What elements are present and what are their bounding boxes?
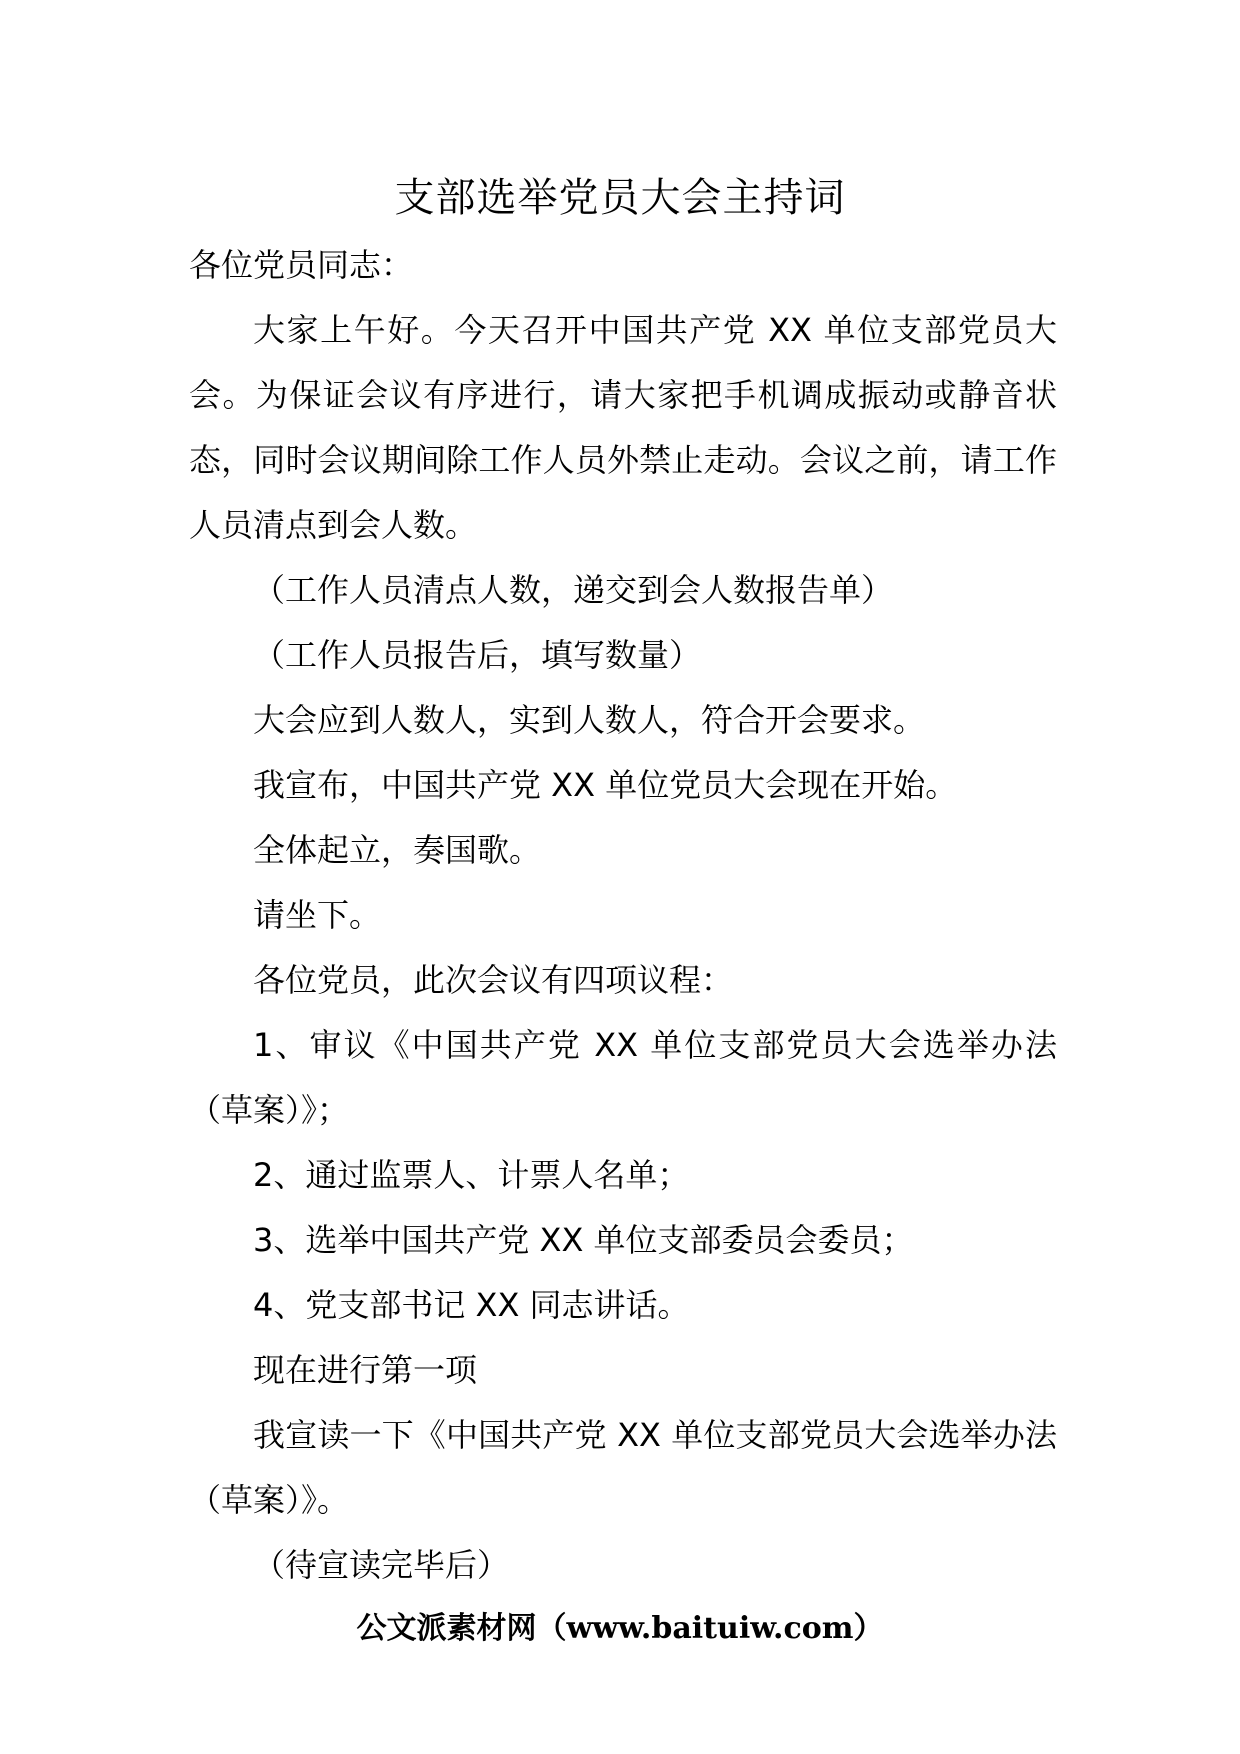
agenda-intro: 各位党员，此次会议有四项议程：	[253, 961, 734, 999]
document-body	[189, 233, 1057, 1598]
salutation: 各位党员同志：	[189, 246, 414, 284]
stage-note-report: （工作人员报告后，填写数量）	[253, 636, 702, 674]
agenda-item: 1、审议《中国共产党 XX 单位支部党员大会选举办法（草案）》；	[189, 1026, 1057, 1129]
agenda-item: 4、党支部书记 XX 同志讲话。	[253, 1286, 690, 1324]
anthem-paragraph: 全体起立，奏国歌。	[253, 831, 542, 869]
agenda-item: 3、选举中国共产党 XX 单位支部委员会委员；	[253, 1221, 914, 1259]
stage-note-after-reading: （待宣读完毕后）	[253, 1546, 510, 1584]
footer-watermark: 公文派素材网（www.baituiw.com）	[356, 1611, 884, 1646]
agenda-item: 2、通过监票人、计票人名单；	[253, 1156, 690, 1194]
meeting-start-paragraph: 我宣布，中国共产党 XX 单位党员大会现在开始。	[253, 766, 958, 804]
sit-down-paragraph: 请坐下。	[253, 896, 382, 934]
first-item-paragraph: 现在进行第一项	[253, 1351, 478, 1389]
document-title: 支部选举党员大会主持词	[394, 175, 846, 221]
stage-note-headcount: （工作人员清点人数，递交到会人数报告单）	[253, 571, 894, 609]
attendance-paragraph: 大会应到人数人，实到人数人，符合开会要求。	[253, 701, 926, 739]
opening-paragraph: 大家上午好。今天召开中国共产党 XX 单位支部党员大会。为保证会议有序进行，请大家把手机调成振动或静音状态，同时会议期间除工作人员外禁止走动。会议之前，请工作人员清点到会人数。	[189, 311, 1057, 544]
reading-paragraph: 我宣读一下《中国共产党 XX 单位支部党员大会选举办法（草案）》。	[189, 1416, 1057, 1519]
